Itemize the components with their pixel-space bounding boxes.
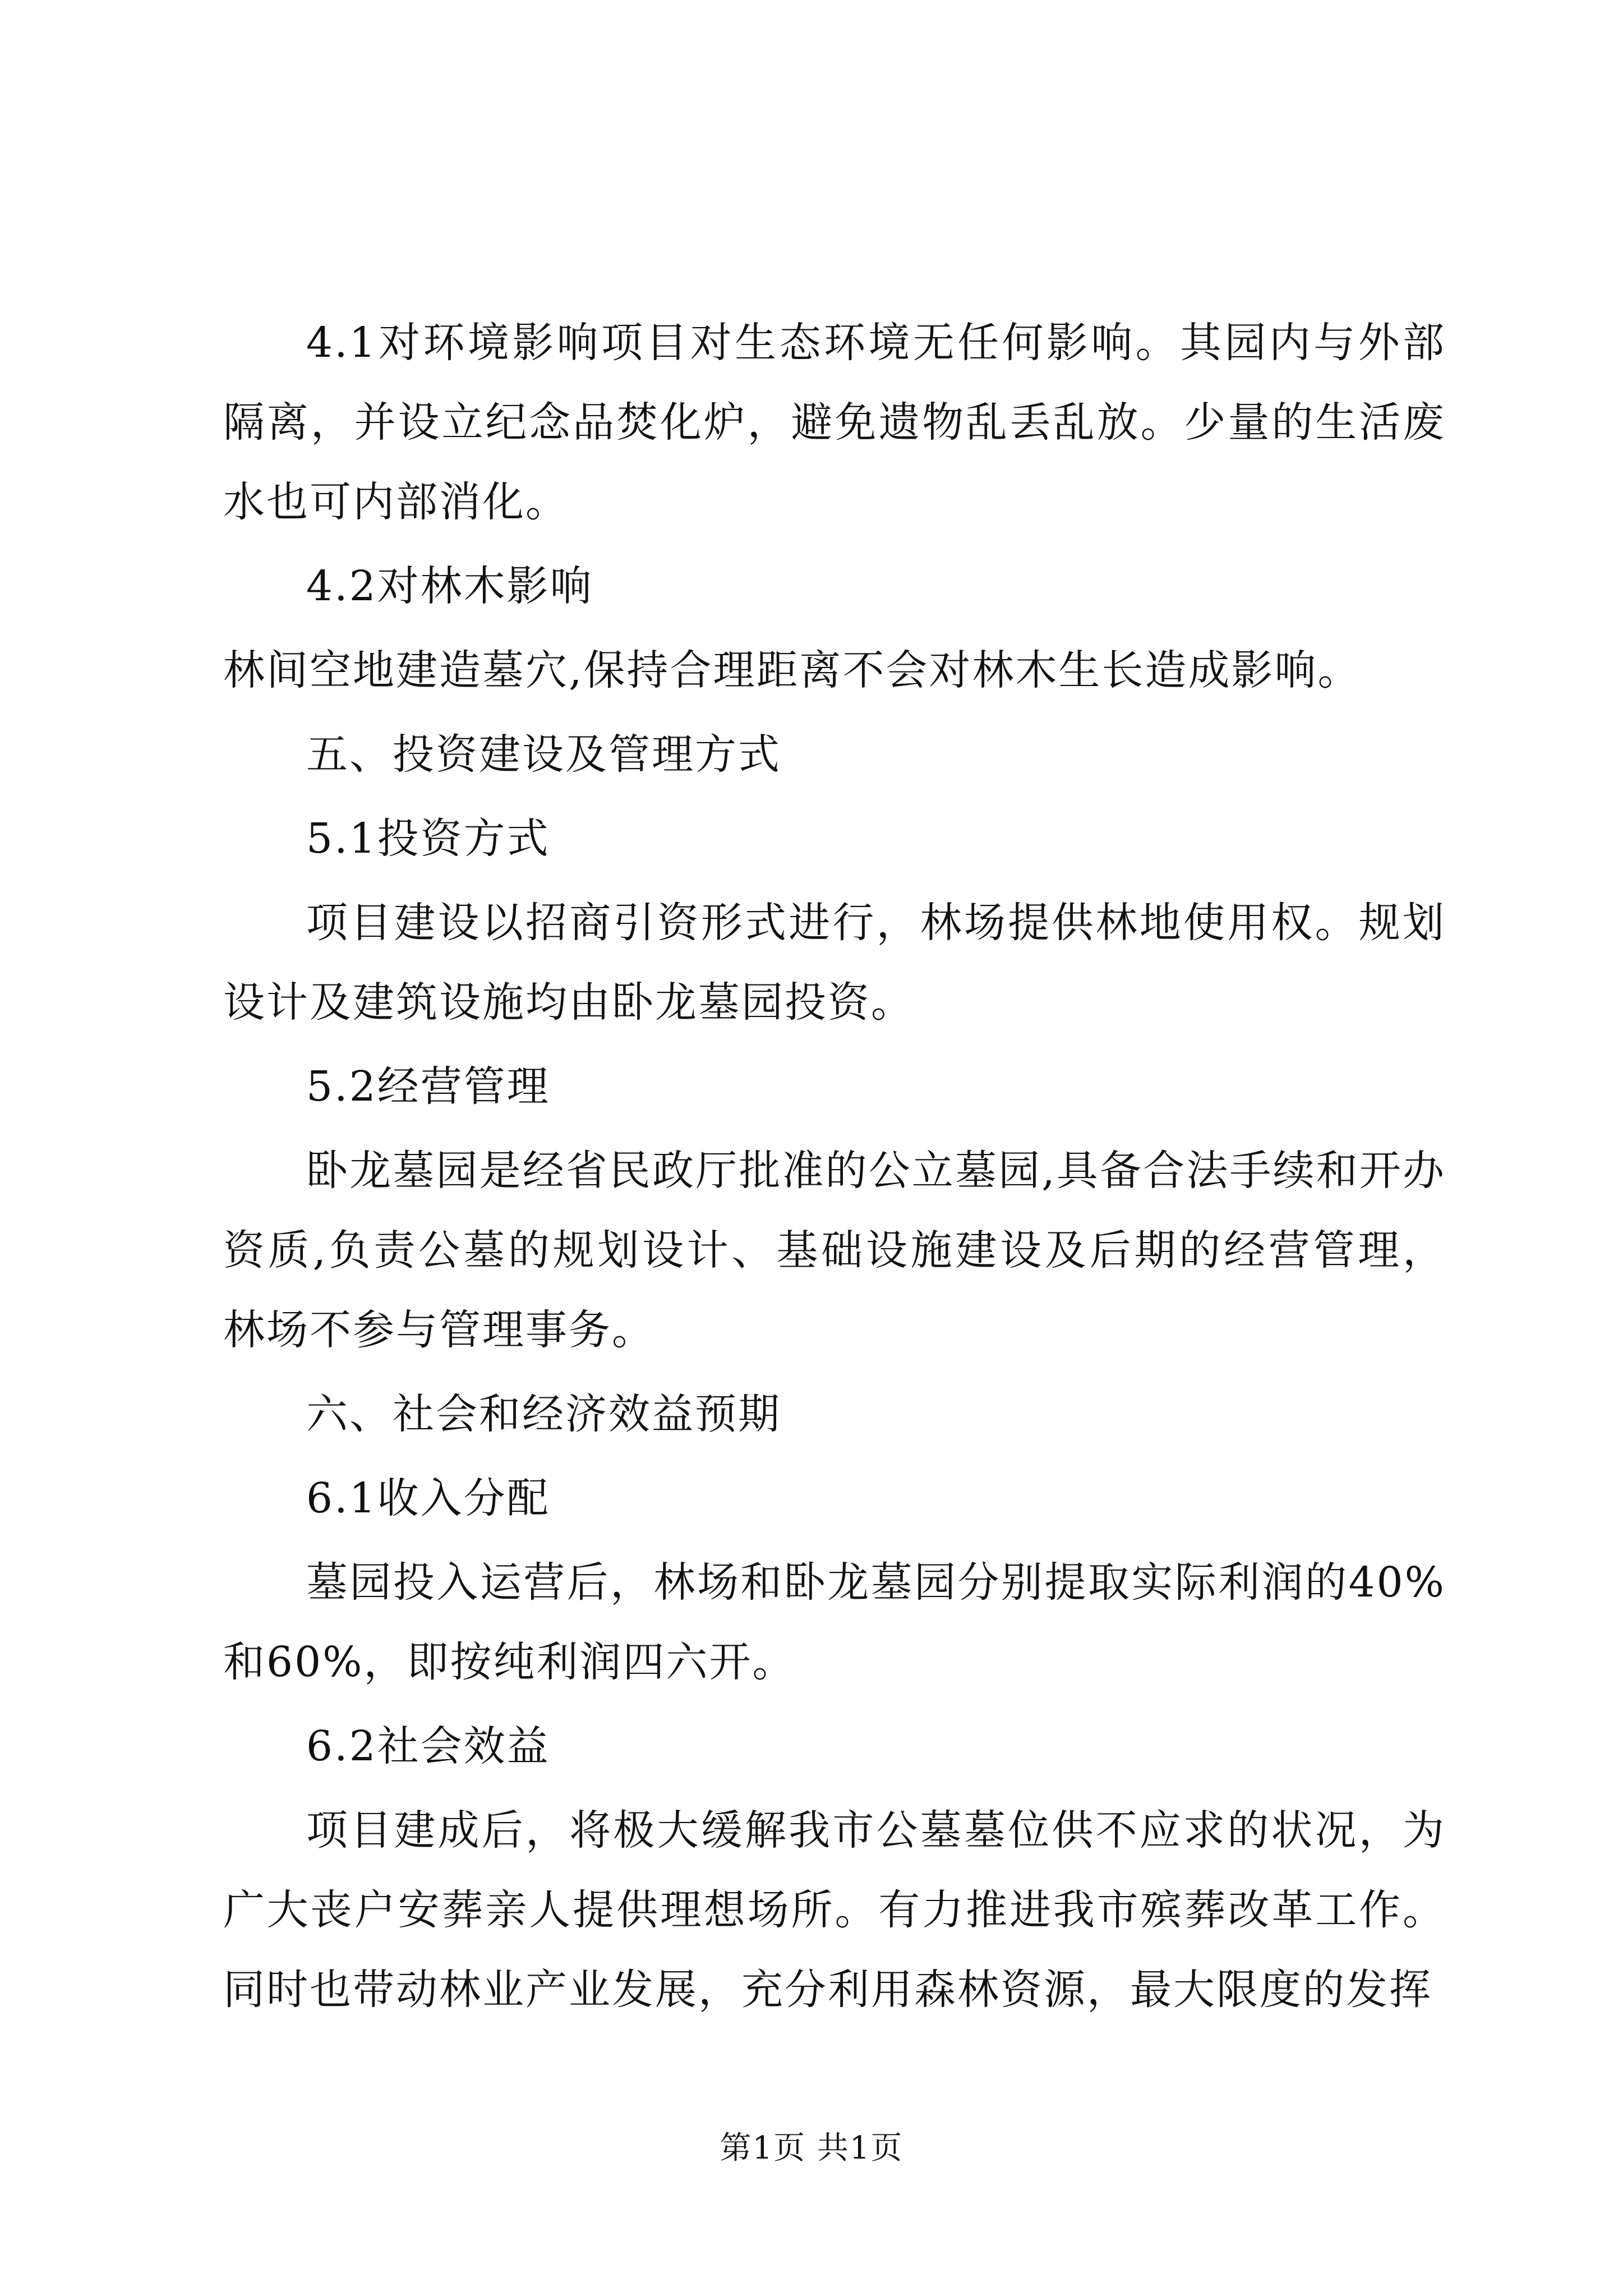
paragraph-5-1-body: 项目建设以招商引资形式进行，林场提供林地使用权。规划设计及建筑设施均由卧龙墓园投资。 bbox=[223, 899, 1446, 1027]
paragraph-5-2-body: 卧龙墓园是经省民政厅批准的公立墓园,具备合法手续和开办资质,负责公墓的规划设计、基础设施建设及后期的经营管理，林场不参与管理事务。 bbox=[223, 1147, 1446, 1354]
heading-5-2: 5.2经营管理 bbox=[306, 1062, 550, 1111]
heading-4-2: 4.2对林木影响 bbox=[306, 562, 593, 610]
heading-section-6: 六、社会和经济效益预期 bbox=[306, 1390, 781, 1438]
heading-section-5: 五、投资建设及管理方式 bbox=[306, 730, 781, 779]
paragraph-4-2-body: 林间空地建造墓穴,保持合理距离不会对林木生长造成影响。 bbox=[223, 646, 1361, 694]
paragraph-4-1: 4.1对环境影响项目对生态环境无任何影响。其园内与外部隔离，并设立纪念品焚化炉，避免遗物乱丢乱放。少量的生活废水也可内部消化。 bbox=[223, 319, 1446, 526]
heading-5-1: 5.1投资方式 bbox=[306, 815, 550, 863]
heading-6-1: 6.1收入分配 bbox=[306, 1474, 550, 1522]
document-body bbox=[223, 303, 1446, 2034]
heading-6-2: 6.2社会效益 bbox=[306, 1722, 550, 1770]
paragraph-6-2-body: 项目建成后，将极大缓解我市公墓墓位供不应求的状况，为广大丧户安葬亲人提供理想场所。有力推进我市殡葬改革工作。同时也带动林业产业发展，充分利用森林资源，最大限度的发挥 bbox=[223, 1806, 1446, 2014]
page-footer: 第1页 共1页 bbox=[720, 2130, 903, 2166]
paragraph-6-1-body: 墓园投入运营后，林场和卧龙墓园分别提取实际利润的40%和60%，即按纯利润四六开。 bbox=[223, 1558, 1446, 1686]
